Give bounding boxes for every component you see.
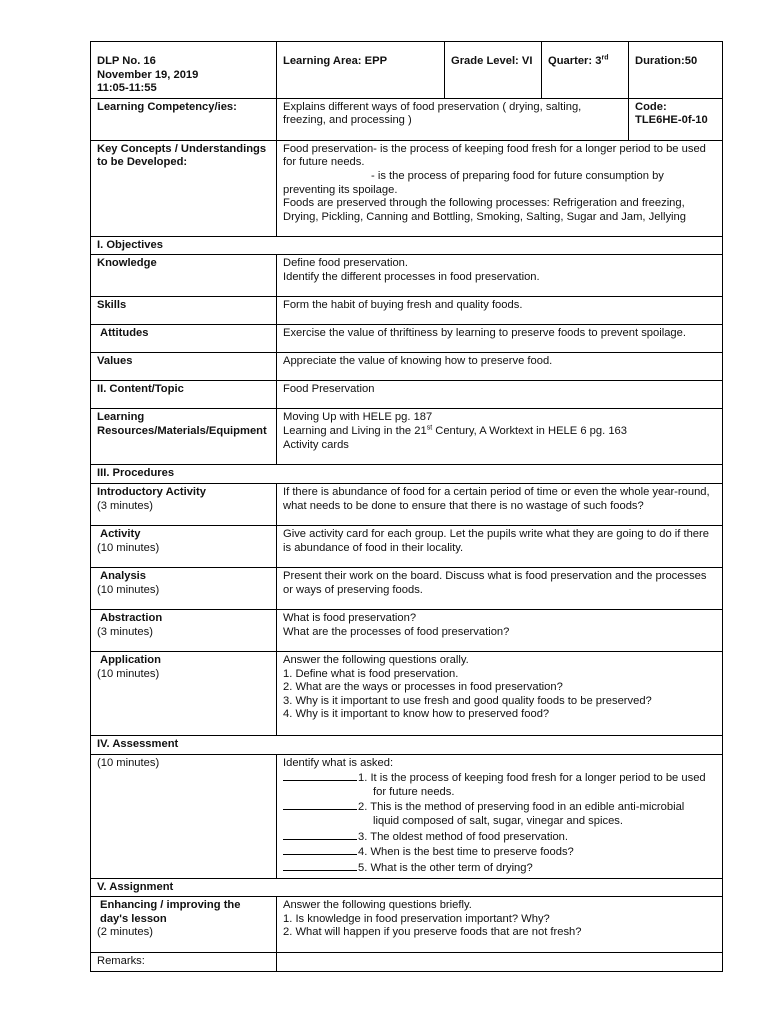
assessment-q3-text: 3. The oldest method of food preservation. [358, 830, 569, 843]
analysis-text: Present their work on the board. Discuss what is food preservation and the processes or ways of preserving foods. [277, 567, 723, 609]
learning-area: Learning Area: EPP [277, 42, 445, 99]
content-text: Food Preservation [277, 381, 723, 409]
knowledge-row [91, 255, 723, 297]
assignment-intro: Answer the following questions briefly. [283, 899, 472, 912]
duration: Duration:50 [629, 42, 723, 99]
assessment-q2-cont: liquid composed of salt, sugar, vinegar and spices. [373, 814, 623, 827]
assignment-heading: V. Assignment [91, 878, 723, 897]
assessment-q4 [283, 844, 716, 860]
assessment-q4-text: 4. When is the best time to preserve foods? [358, 846, 574, 859]
competency-row [91, 98, 723, 140]
assignment-time: (2 minutes) [97, 926, 153, 939]
values-text: Appreciate the value of knowing how to preserve food. [277, 353, 723, 381]
skills-text: Form the habit of buying fresh and quality foods. [277, 297, 723, 325]
application-q2: 2. What are the ways or processes in food preservation? [283, 681, 563, 694]
answer-blank [283, 844, 357, 855]
abstraction-2: What are the processes of food preservation? [283, 625, 510, 638]
knowledge-2: Identify the different processes in food preservation. [283, 270, 540, 283]
objectives-heading-row [91, 236, 723, 255]
assessment-q2-text: 2. This is the method of preserving food in an edible anti-microbial [358, 801, 685, 814]
values-label: Values [91, 353, 277, 381]
attitudes-text: Exercise the value of thriftiness by learning to preserve foods to prevent spoilage. [277, 325, 723, 353]
attitudes-row [91, 325, 723, 353]
analysis-label-cell [91, 567, 277, 609]
key-concept-3: Foods are preserved through the following processes: Refrigeration and freezing, Drying, Pickling, Canning and Bottling, Smoking, Salting, Sugar and Jam, Jellying [283, 197, 686, 223]
knowledge-text [277, 255, 723, 297]
assessment-q1-text: 1. It is the process of keeping food fresh for a longer period to be used [358, 772, 706, 785]
application-time: (10 minutes) [97, 667, 160, 680]
key-concept-2-text: - is the process of preparing food for future consumption by preventing its spoilage. [283, 169, 664, 196]
content-row [91, 381, 723, 409]
quarter-suffix: rd [601, 54, 609, 62]
activity-text: Give activity card for each group. Let the pupils write what they are going to do if there is abundance of food in their locality. [277, 525, 723, 567]
knowledge-label: Knowledge [91, 255, 277, 297]
abstraction-label-cell [91, 609, 277, 651]
assignment-heading-row [91, 878, 723, 897]
skills-row [91, 297, 723, 325]
resources-row [91, 409, 723, 465]
intro-text: If there is abundance of food for a certain period of time or even the whole year-round, what needs to be done to ensure that there is no wastage of such foods? [277, 483, 723, 525]
activity-time: (10 minutes) [97, 541, 160, 554]
key-concepts-row [91, 140, 723, 236]
activity-label: Activity [100, 527, 141, 540]
resource-2 [283, 425, 716, 439]
assessment-q3 [283, 829, 716, 845]
assignment-q2: 2. What will happen if you preserve foods that are not fresh? [283, 926, 582, 939]
activity-row [91, 525, 723, 567]
dlp-date: November 19, 2019 [97, 68, 199, 81]
assessment-q1 [283, 770, 716, 786]
assessment-time: (10 minutes) [91, 754, 277, 878]
resources-label: Learning Resources/Materials/Equipment [91, 409, 277, 465]
resource-3: Activity cards [283, 438, 349, 451]
answer-blank [283, 829, 357, 840]
resource-2-a: Learning and Living in the 21 [283, 424, 427, 437]
assessment-heading: IV. Assessment [91, 735, 723, 754]
key-concepts-text [277, 140, 723, 236]
procedures-heading: III. Procedures [91, 465, 723, 484]
answer-blank [283, 860, 357, 871]
key-concepts-label: Key Concepts / Understandings to be Developed: [91, 140, 277, 236]
abstraction-1: What is food preservation? [283, 611, 417, 624]
remarks-label: Remarks: [91, 953, 277, 972]
remarks-row [91, 953, 723, 972]
answer-blank [283, 770, 357, 781]
intro-time: (3 minutes) [97, 499, 153, 512]
intro-label-cell [91, 483, 277, 525]
remarks-text[interactable] [277, 953, 723, 972]
competency-code: Code: TLE6HE-0f-10 [629, 98, 723, 140]
analysis-row [91, 567, 723, 609]
application-label-cell [91, 651, 277, 735]
header-row [91, 42, 723, 99]
application-row [91, 651, 723, 735]
application-q4: 4. Why is it important to know how to preserved food? [283, 708, 550, 721]
application-text [277, 651, 723, 735]
resources-text [277, 409, 723, 465]
intro-row [91, 483, 723, 525]
intro-label: Introductory Activity [97, 485, 206, 498]
application-label: Application [100, 653, 161, 666]
quarter-text: Quarter: 3 [548, 55, 602, 67]
assessment-q5 [283, 860, 716, 876]
application-intro: Answer the following questions orally. [283, 653, 469, 666]
abstraction-label: Abstraction [100, 611, 163, 624]
assessment-intro: Identify what is asked: [283, 756, 394, 769]
assessment-q2 [283, 799, 716, 815]
assignment-text [277, 897, 723, 953]
objectives-heading: I. Objectives [91, 236, 723, 255]
application-q3: 3. Why is it important to use fresh and good quality foods to be preserved? [283, 694, 652, 707]
values-row [91, 353, 723, 381]
attitudes-label-text: Attitudes [100, 327, 149, 340]
abstraction-text [277, 609, 723, 651]
dlp-number: DLP No. 16 [97, 55, 156, 67]
abstraction-time: (3 minutes) [97, 625, 153, 638]
dlp-time: 11:05-11:55 [97, 82, 157, 95]
assignment-row [91, 897, 723, 953]
competency-text: Explains different ways of food preservation ( drying, salting, freezing, and processing ) [277, 98, 629, 140]
abstraction-row [91, 609, 723, 651]
assignment-label: Enhancing / improving the day's lesson [100, 899, 241, 925]
assessment-q1-cont: for future needs. [373, 785, 455, 798]
assessment-q5-text: 5. What is the other term of drying? [358, 861, 533, 874]
content-label: II. Content/Topic [91, 381, 277, 409]
competency-label: Learning Competency/ies: [91, 98, 277, 140]
application-q1: 1. Define what is food preservation. [283, 667, 459, 680]
knowledge-1: Define food preservation. [283, 257, 409, 270]
grade-level: Grade Level: VI [445, 42, 542, 99]
analysis-time: (10 minutes) [97, 583, 160, 596]
assignment-label-cell [91, 897, 277, 953]
dlp-table [90, 41, 723, 972]
assessment-row [91, 754, 723, 878]
attitudes-label [91, 325, 277, 353]
dlp-info-cell [91, 42, 277, 99]
key-concept-2 [283, 170, 716, 197]
assignment-q1: 1. Is knowledge in food preservation important? Why? [283, 912, 550, 925]
activity-label-cell [91, 525, 277, 567]
key-concept-1: Food preservation- is the process of keeping food fresh for a longer period to be used for future needs. [283, 142, 706, 169]
resource-1: Moving Up with HELE pg. 187 [283, 411, 433, 424]
procedures-heading-row [91, 465, 723, 484]
analysis-label: Analysis [100, 569, 147, 582]
assessment-text [277, 754, 723, 878]
assessment-heading-row [91, 735, 723, 754]
skills-label: Skills [91, 297, 277, 325]
quarter [542, 42, 629, 99]
resource-2-sup: st [426, 424, 433, 432]
answer-blank [283, 799, 357, 810]
resource-2-b: Century, A Worktext in HELE 6 pg. 163 [432, 424, 627, 437]
